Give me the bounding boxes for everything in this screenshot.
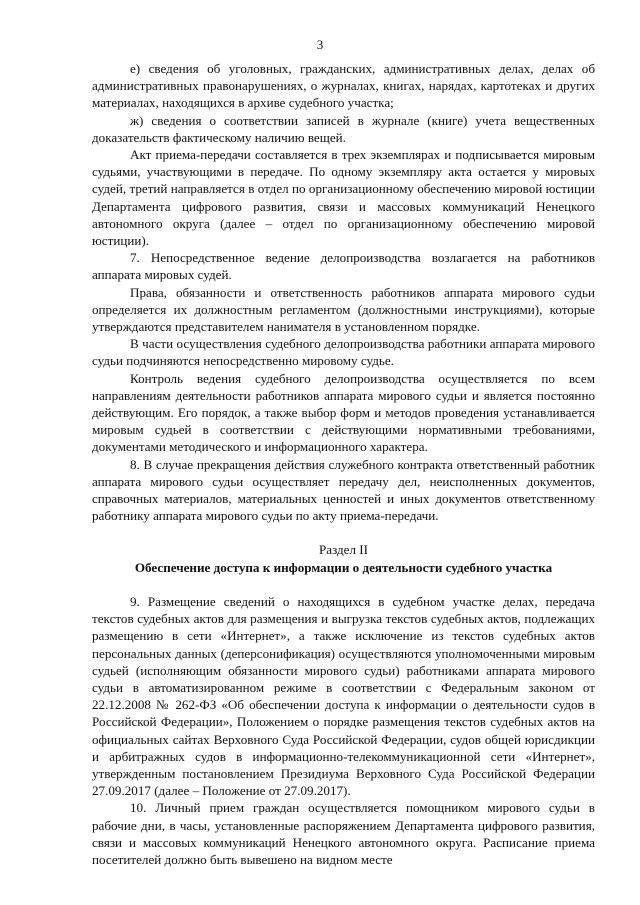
paragraph-control: Контроль ведения судебного делопроизводства осуществляется по всем направлениям деятельности работников аппарата мирового судьи и является постоянно действующим. Его порядок, а также выбор форм и методов проведения устанавливается мировым судьей в соответствии с действующими нормативными требованиями, документами методического и информационного характера. [92,370,595,455]
paragraph-7: 7. Непосредственное ведение делопроизводства возлагается на работников аппарата мировых судей. [92,250,595,283]
paragraph-transfer-act: Акт приема-передачи составляется в трех экземплярах и подписывается мировым судьями, участвующими в передаче. По одному экземпляру акта остается у мировых судей, третий направляется в отдел по организационному обеспечению мировой юстиции Департамента цифрового развития, связи и массовых коммуникаций Ненецкого автономного округа (далее – отдел по организационному обеспечению мировой юстиции). [92,147,595,249]
paragraph-staff-subordination: В части осуществления судебного делопроизводства работники аппарата мирового судьи подчиняются непосредственно мировому судье. [92,336,595,369]
paragraph-item-zh: ж) сведения о соответствии записей в журнале (книге) учета вещественных доказательств фактическому наличию вещей. [92,112,595,145]
paragraph-item-e: е) сведения об уголовных, гражданских, административных делах, делах об административных правонарушениях, о журналах, книгах, нарядах, картотеках и других материалах, находящихся в архиве судебного участка; [92,61,595,111]
page-number: 3 [316,37,324,52]
section-title: Обеспечение доступа к информации о деятельности судебного участка [134,559,553,575]
paragraph-8: 8. В случае прекращения действия служебного контракта ответственный работник аппарата мирового судьи осуществляет передачу дел, неисполненных документов, справочных материалов, материальных ценностей и иных документов ответственному работнику аппарата мирового судьи по акту приема-передачи. [92,456,595,524]
section-label: Раздел II [318,542,369,558]
paragraph-9: 9. Размещение сведений о находящихся в судебном участке делах, передача текстов судебных актов для размещения и выгрузка текстов судебных актов, подлежащих размещению в сети «Интернет», а также исключение из текстов судебных актов персональных данных (деперсонификация) осуществляются уполномоченными мировым судьей (исполняющим обязанности мирового судьи) работниками аппарата мирового судьи в автоматизированном режиме в соответствии с Федеральным законом от 22.12.2008 № 262-ФЗ «Об обеспечении доступа к информации о деятельности судов в Российской Федерации», Положением о порядке размещения текстов судебных актов на официальных сайтах Верховного Суда Российской Федерации, судов общей юрисдикции и арбитражных судов в информационно-телекоммуникационной сети «Интернет», утвержденным постановлением Президиума Верховного Суда Российской Федерации 27.09.2017 (далее – Положение от 27.09.2017). [92,593,595,799]
document-body [92,60,595,868]
paragraph-10: 10. Личный прием граждан осуществляется помощником мирового судьи в рабочие дни, в часы, установленные распоряжением Департамента цифрового развития, связи и массовых коммуникаций Ненецкого автономного округа. Расписание приема посетителей должно быть вывешено на видном месте [92,800,595,867]
paragraph-staff-rights: Права, обязанности и ответственность работников аппарата мирового судьи определяется их должностным регламентом (должностными инструкциями), которые утверждаются представителем нанимателя в установленном порядке. [92,284,595,335]
